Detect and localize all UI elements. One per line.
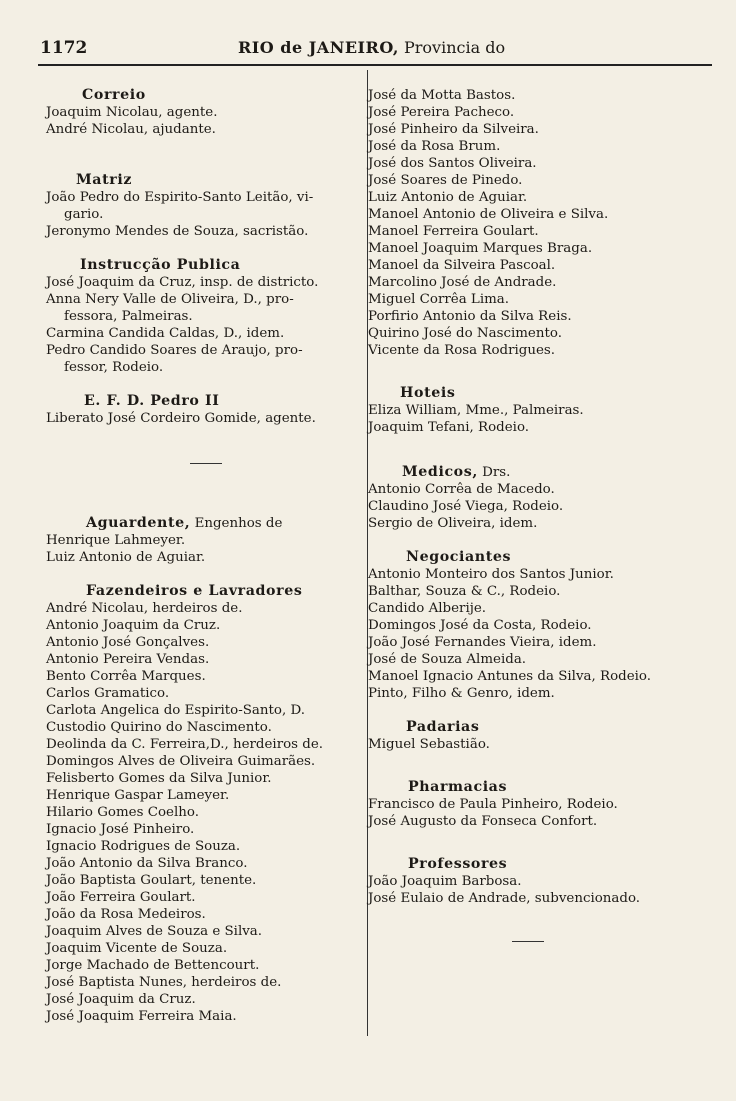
section-matriz bbox=[46, 172, 364, 240]
list-item: Hilario Gomes Coelho. bbox=[46, 805, 199, 820]
list-item: Pinto, Filho & Genro, idem. bbox=[368, 686, 555, 701]
list-item: Luiz Antonio de Aguiar. bbox=[46, 550, 206, 565]
running-title bbox=[238, 38, 505, 57]
list-item: Francisco de Paula Pinheiro, Rodeio. bbox=[368, 797, 618, 812]
left-column bbox=[46, 87, 364, 1025]
list-item: Bento Corrêa Marques. bbox=[46, 669, 206, 684]
list-item: José Joaquim Ferreira Maia. bbox=[46, 1009, 237, 1024]
list-item: João Joaquim Barbosa. bbox=[368, 874, 522, 889]
list-item: Jeronymo Mendes de Souza, sacristão. bbox=[46, 224, 309, 239]
list-item: José Augusto da Fonseca Confort. bbox=[368, 814, 598, 829]
section-title: Professores bbox=[408, 856, 508, 872]
section-title: Padarias bbox=[406, 719, 480, 735]
list-item: Porfirio Antonio da Silva Reis. bbox=[368, 309, 572, 324]
list-item: Miguel Corrêa Lima. bbox=[368, 292, 510, 307]
list-item: José Joaquim da Cruz, insp. de districto. bbox=[46, 275, 319, 290]
section-heading bbox=[46, 515, 364, 532]
list-item: Manoel Ferreira Goulart. bbox=[368, 224, 539, 239]
running-title-rest: Provincia do bbox=[403, 38, 506, 57]
list-item: Liberato José Cordeiro Gomide, agente. bbox=[46, 411, 316, 426]
list-item: Eliza William, Mme., Palmeiras. bbox=[368, 403, 584, 418]
list-item: Antonio José Gonçalves. bbox=[46, 635, 210, 650]
list-item: Ignacio José Pinheiro. bbox=[46, 822, 195, 837]
list-item: Custodio Quirino do Nascimento. bbox=[46, 720, 272, 735]
section-title: Negociantes bbox=[406, 549, 512, 565]
list-item: Henrique Lahmeyer. bbox=[46, 533, 186, 548]
list-item: Antonio Monteiro dos Santos Junior. bbox=[368, 567, 614, 582]
list-item: fessor, Rodeio. bbox=[64, 360, 164, 375]
list-item: Joaquim Alves de Souza e Silva. bbox=[46, 924, 263, 939]
section-title: E. F. D. Pedro II bbox=[84, 393, 220, 409]
list-item: Vicente da Rosa Rodrigues. bbox=[368, 343, 556, 358]
section-title-suffix: Drs. bbox=[482, 465, 511, 480]
section-aguardente bbox=[46, 515, 364, 566]
list-item: Joaquim Tefani, Rodeio. bbox=[368, 420, 530, 435]
right-column bbox=[368, 87, 712, 942]
list-item: Pedro Candido Soares de Araujo, pro- bbox=[46, 343, 303, 358]
list-item: Henrique Gaspar Lameyer. bbox=[46, 788, 230, 803]
list-item: Deolinda da C. Ferreira,D., herdeiros de. bbox=[46, 737, 324, 752]
list-item: Quirino José do Nascimento. bbox=[368, 326, 562, 341]
list-item: gario. bbox=[64, 207, 104, 222]
list-item: Felisberto Gomes da Silva Junior. bbox=[46, 771, 272, 786]
section-efd-pedro-ii bbox=[46, 393, 364, 427]
section-fazendeiros bbox=[46, 583, 364, 1025]
section-professores bbox=[368, 856, 712, 907]
list-item: Manoel Joaquim Marques Braga. bbox=[368, 241, 593, 256]
list-item: Manoel Antonio de Oliveira e Silva. bbox=[368, 207, 609, 222]
list-item: Ignacio Rodrigues de Souza. bbox=[46, 839, 241, 854]
list-item: Carmina Candida Caldas, D., idem. bbox=[46, 326, 285, 341]
list-item: Carlos Gramatico. bbox=[46, 686, 170, 701]
list-item: José Pinheiro da Silveira. bbox=[368, 122, 539, 137]
section-title: Correio bbox=[82, 87, 146, 103]
list-item: José da Rosa Brum. bbox=[368, 139, 501, 154]
section-title: Medicos, bbox=[402, 464, 478, 480]
list-item: José Eulaio de Andrade, subvencionado. bbox=[368, 891, 641, 906]
list-item: João Ferreira Goulart. bbox=[46, 890, 196, 905]
section-title: Aguardente, bbox=[86, 515, 191, 531]
list-item: Joaquim Vicente de Souza. bbox=[46, 941, 228, 956]
section-hoteis bbox=[368, 385, 712, 436]
header-rule bbox=[38, 64, 712, 66]
list-item: Miguel Sebastião. bbox=[368, 737, 490, 752]
section-separator bbox=[512, 941, 544, 942]
section-title: Fazendeiros e Lavradores bbox=[86, 583, 303, 599]
list-item: Antonio Corrêa de Macedo. bbox=[368, 482, 555, 497]
list-item: Jorge Machado de Bettencourt. bbox=[46, 958, 260, 973]
running-title-bold: RIO de JANEIRO, bbox=[238, 38, 399, 57]
section-pharmacias bbox=[368, 779, 712, 830]
section-title: Instrucção Publica bbox=[80, 257, 241, 273]
section-heading bbox=[368, 464, 712, 481]
list-item: Luiz Antonio de Aguiar. bbox=[368, 190, 528, 205]
list-item: André Nicolau, herdeiros de. bbox=[46, 601, 243, 616]
list-item: Balthar, Souza & C., Rodeio. bbox=[368, 584, 561, 599]
list-item: João Baptista Goulart, tenente. bbox=[46, 873, 257, 888]
page-number: 1172 bbox=[40, 38, 88, 58]
list-item: Antonio Joaquim da Cruz. bbox=[46, 618, 221, 633]
list-item: José Soares de Pinedo. bbox=[368, 173, 523, 188]
section-title: Pharmacias bbox=[408, 779, 508, 795]
list-item: Candido Alberije. bbox=[368, 601, 487, 616]
section-title-suffix: Engenhos de bbox=[194, 516, 283, 531]
list-item: João da Rosa Medeiros. bbox=[46, 907, 206, 922]
list-item: João José Fernandes Vieira, idem. bbox=[368, 635, 597, 650]
list-item: Carlota Angelica do Espirito-Santo, D. bbox=[46, 703, 305, 718]
list-item: André Nicolau, ajudante. bbox=[46, 122, 216, 137]
list-item: José dos Santos Oliveira. bbox=[368, 156, 537, 171]
list-item: José Pereira Pacheco. bbox=[368, 105, 515, 120]
list-item: Manoel Ignacio Antunes da Silva, Rodeio. bbox=[368, 669, 652, 684]
list-item: José da Motta Bastos. bbox=[368, 88, 516, 103]
page-header bbox=[0, 38, 736, 64]
section-title: Matriz bbox=[76, 172, 132, 188]
list-item: João Pedro do Espirito-Santo Leitão, vi- bbox=[46, 190, 314, 205]
section-correio bbox=[46, 87, 364, 138]
list-item: Claudino José Viega, Rodeio. bbox=[368, 499, 564, 514]
list-item: fessora, Palmeiras. bbox=[64, 309, 193, 324]
list-item: José de Souza Almeida. bbox=[368, 652, 527, 667]
section-instrucao-publica bbox=[46, 257, 364, 376]
list-item: Antonio Pereira Vendas. bbox=[46, 652, 210, 667]
section-continued-list bbox=[368, 87, 712, 359]
list-item: Joaquim Nicolau, agente. bbox=[46, 105, 218, 120]
list-item: João Antonio da Silva Branco. bbox=[46, 856, 248, 871]
list-item: José Baptista Nunes, herdeiros de. bbox=[46, 975, 282, 990]
section-negociantes bbox=[368, 549, 712, 702]
list-item: Manoel da Silveira Pascoal. bbox=[368, 258, 556, 273]
section-medicos bbox=[368, 464, 712, 532]
list-item: José Joaquim da Cruz. bbox=[46, 992, 196, 1007]
list-item: Anna Nery Valle de Oliveira, D., pro- bbox=[46, 292, 294, 307]
section-title: Hoteis bbox=[400, 385, 456, 401]
list-item: Domingos José da Costa, Rodeio. bbox=[368, 618, 592, 633]
list-item: Marcolino José de Andrade. bbox=[368, 275, 557, 290]
list-item: Domingos Alves de Oliveira Guimarães. bbox=[46, 754, 316, 769]
section-padarias bbox=[368, 719, 712, 753]
list-item: Sergio de Oliveira, idem. bbox=[368, 516, 538, 531]
